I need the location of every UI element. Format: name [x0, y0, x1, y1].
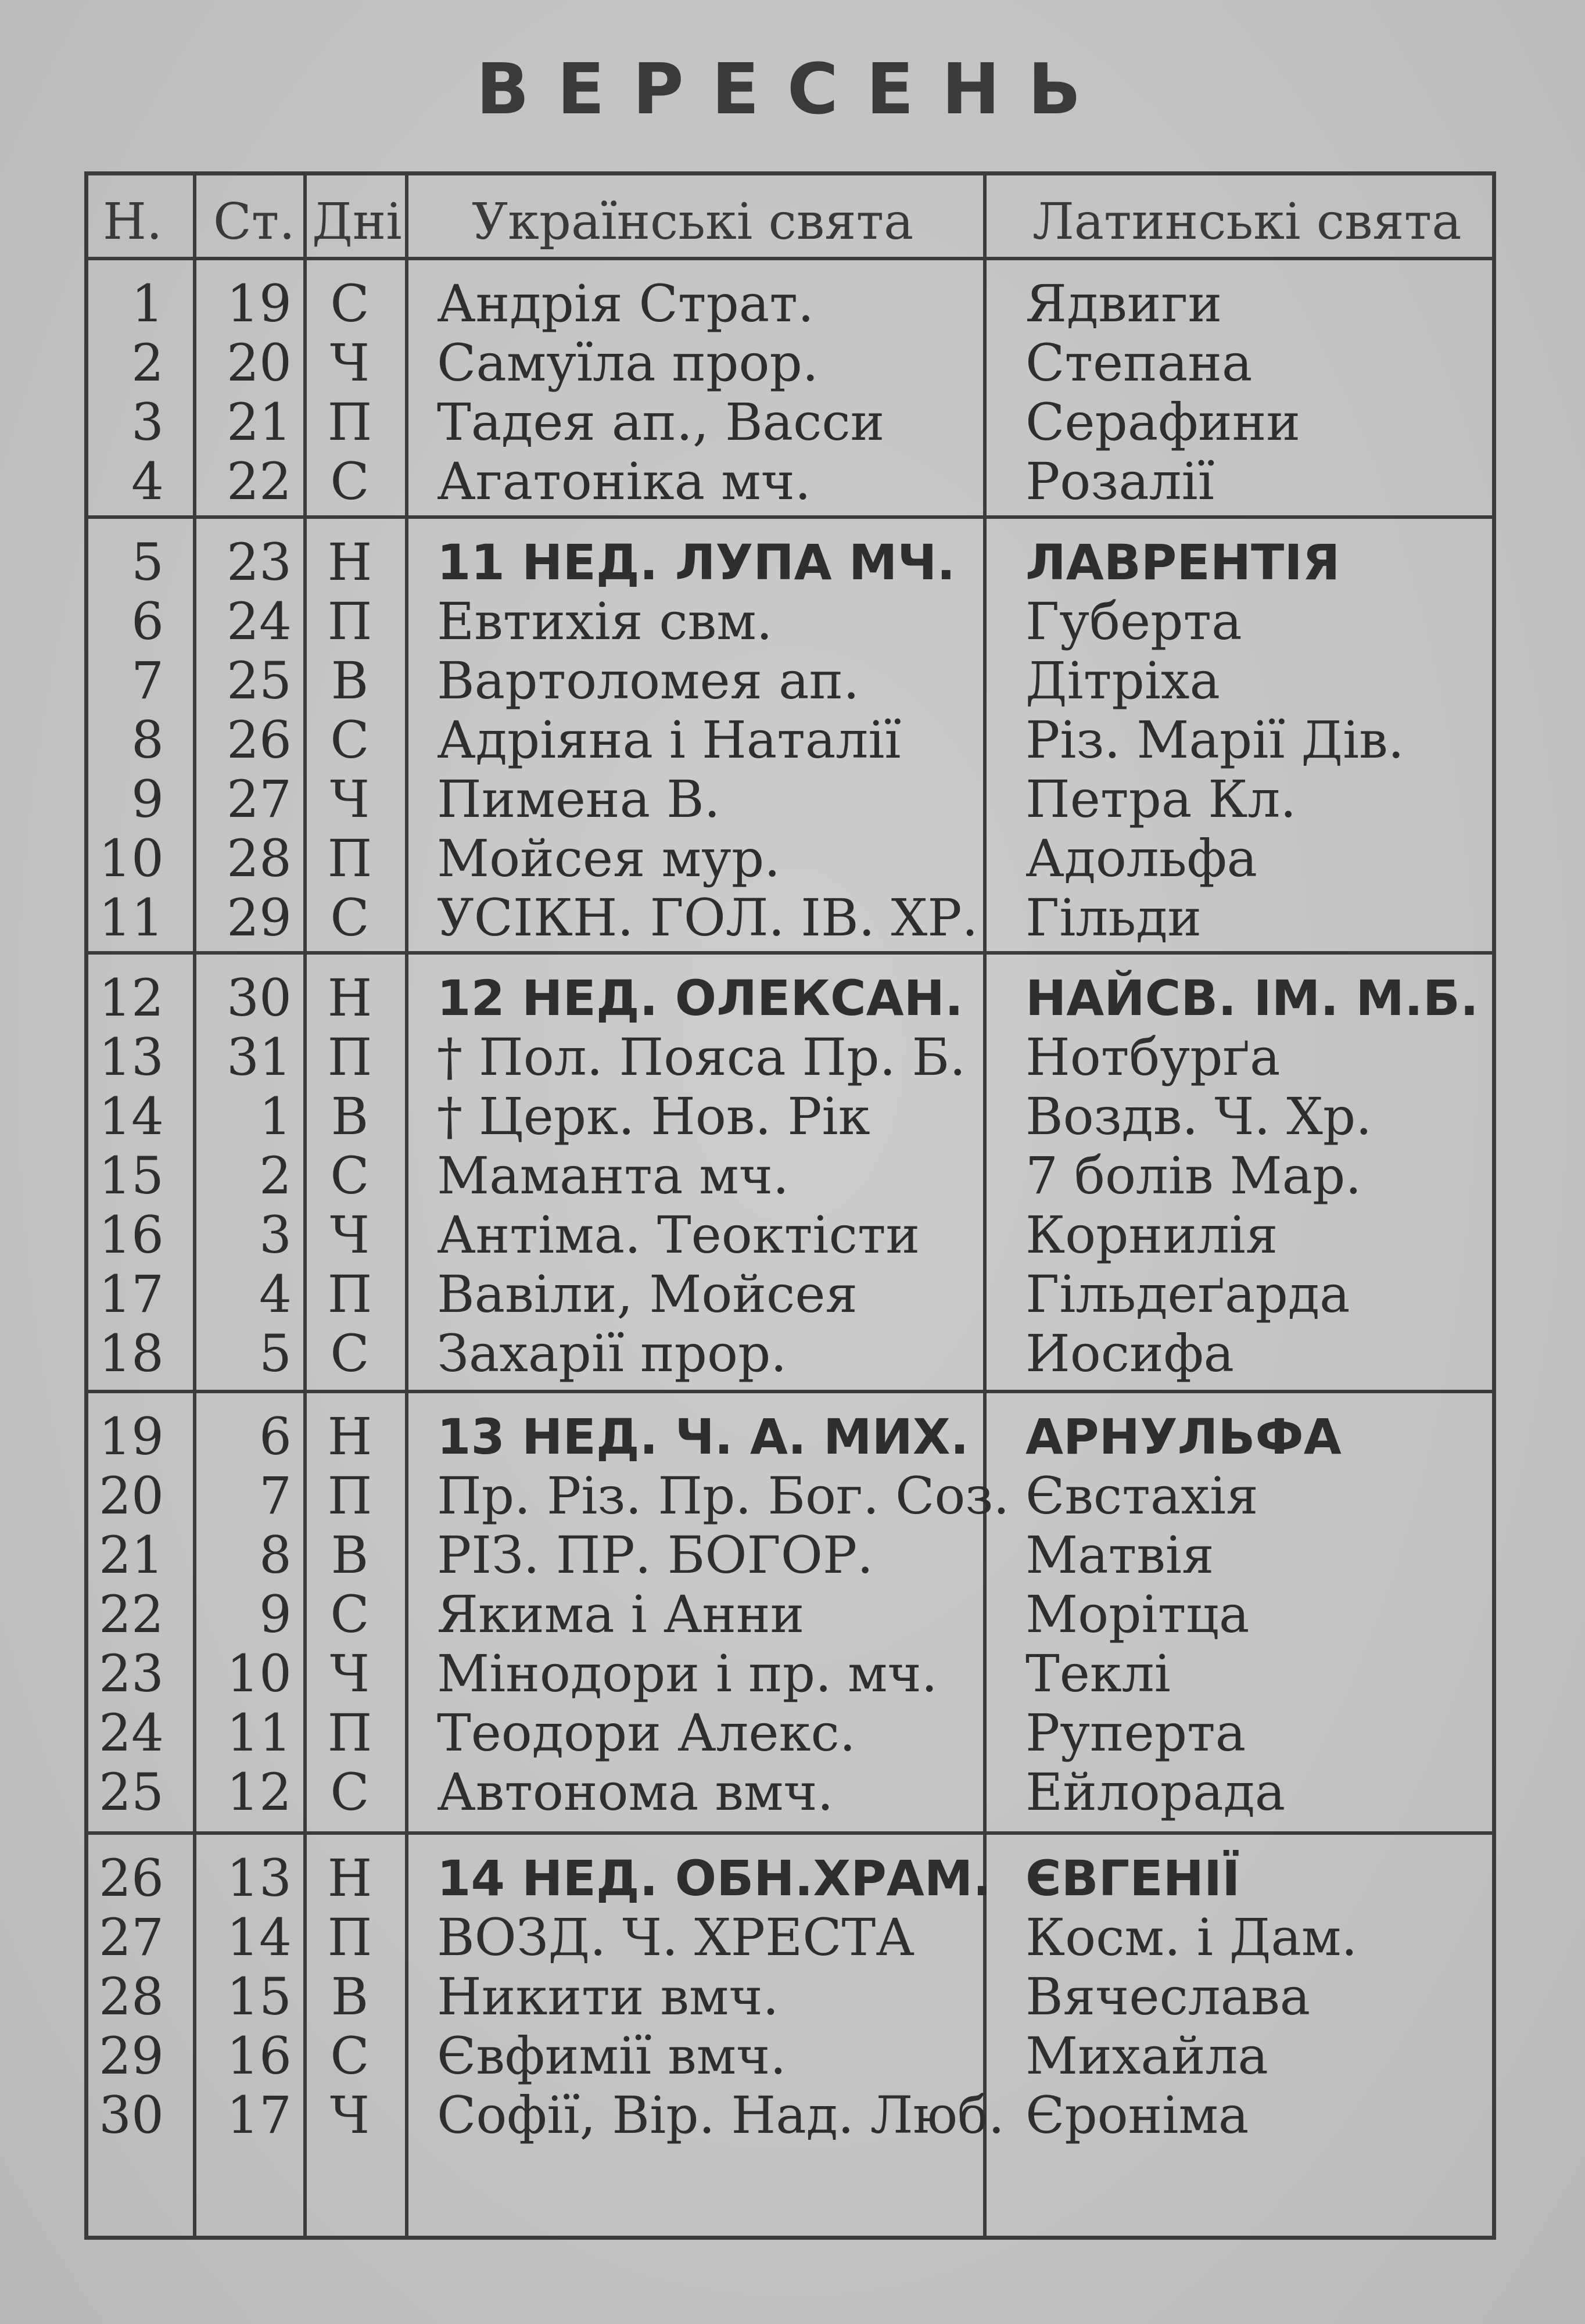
old-style-date: 3 — [259, 1205, 292, 1265]
latin-holiday: Теклі — [1025, 1644, 1171, 1703]
new-style-date: 2 — [131, 333, 164, 393]
ukrainian-holiday: † Церк. Нов. Рік — [437, 1087, 870, 1146]
new-style-date: 9 — [131, 769, 164, 829]
weekday: С — [330, 1762, 370, 1822]
weekday: С — [330, 1584, 370, 1644]
old-style-date: 8 — [259, 1525, 292, 1585]
calendar-table — [84, 171, 1496, 2240]
old-style-date: 13 — [227, 1848, 292, 1908]
new-style-date: 19 — [99, 1407, 164, 1466]
new-style-date: 24 — [99, 1703, 164, 1763]
ukrainian-holiday: Автонома вмч. — [437, 1763, 834, 1822]
weekday: С — [330, 451, 370, 511]
ukrainian-holiday: Софії, Вір. Над. Люб. — [437, 2086, 1005, 2145]
weekday: Н — [327, 532, 372, 592]
latin-holiday: Косм. і Дам. — [1025, 1908, 1358, 1967]
ukrainian-holiday: † Пол. Пояса Пр. Б. — [437, 1028, 966, 1087]
old-style-date: 19 — [227, 274, 292, 333]
header-latin-holidays: Латинські свята — [1032, 193, 1462, 251]
old-style-date: 14 — [227, 1907, 292, 1967]
old-style-date: 9 — [259, 1584, 292, 1644]
day-row — [88, 1763, 1492, 1822]
new-style-date: 18 — [99, 1324, 164, 1383]
week-divider — [88, 515, 1492, 519]
latin-holiday: Адольфа — [1025, 829, 1257, 888]
day-row — [88, 1585, 1492, 1644]
latin-holiday: АРНУЛЬФА — [1025, 1408, 1342, 1465]
day-row — [88, 1265, 1492, 1324]
day-row — [88, 651, 1492, 711]
new-style-date: 17 — [99, 1264, 164, 1324]
day-row — [88, 1967, 1492, 2027]
day-row — [88, 1849, 1492, 1908]
latin-holiday: ЄВГЕНІЇ — [1025, 1850, 1240, 1907]
old-style-date: 26 — [227, 710, 292, 770]
old-style-date: 16 — [227, 2026, 292, 2086]
ukrainian-holiday: Маманта мч. — [437, 1146, 789, 1206]
latin-holiday: Воздв. Ч. Хр. — [1025, 1087, 1372, 1146]
old-style-date: 12 — [227, 1762, 292, 1822]
day-row — [88, 393, 1492, 452]
weekday: С — [330, 274, 370, 333]
day-row — [88, 533, 1492, 592]
old-style-date: 28 — [227, 829, 292, 888]
new-style-date: 16 — [99, 1205, 164, 1265]
weekday: Ч — [329, 333, 370, 393]
old-style-date: 25 — [227, 651, 292, 711]
weekday: В — [331, 651, 369, 711]
ukrainian-holiday: Самуїла прор. — [437, 333, 819, 393]
page-title: ВЕРЕСЕНЬ — [476, 49, 1109, 130]
new-style-date: 3 — [131, 392, 164, 452]
day-row — [88, 1028, 1492, 1087]
new-style-date: 28 — [99, 1967, 164, 2027]
old-style-date: 31 — [227, 1027, 292, 1087]
weekday: С — [330, 710, 370, 770]
ukrainian-holiday: 14 НЕД. ОБН.ХРАМ. — [437, 1850, 992, 1907]
day-row — [88, 1644, 1492, 1703]
weekday: С — [330, 1324, 370, 1383]
weekday: В — [331, 1086, 369, 1146]
old-style-date: 24 — [227, 591, 292, 651]
weekday: П — [327, 392, 372, 452]
old-style-date: 2 — [259, 1146, 292, 1206]
latin-holiday: Єроніма — [1025, 2086, 1249, 2145]
latin-holiday: Ейлорада — [1025, 1763, 1286, 1822]
weekday: П — [327, 829, 372, 888]
old-style-date: 23 — [227, 532, 292, 592]
old-style-date: 6 — [259, 1407, 292, 1466]
ukrainian-holiday: УСІКН. ГОЛ. ІВ. ХР. — [437, 888, 978, 948]
ukrainian-holiday: Теодори Алекс. — [437, 1703, 856, 1763]
day-row — [88, 888, 1492, 948]
old-style-date: 10 — [227, 1644, 292, 1703]
weekday: П — [327, 1703, 372, 1763]
ukrainian-holiday: Адріяна і Наталії — [437, 711, 901, 770]
new-style-date: 15 — [99, 1146, 164, 1206]
new-style-date: 11 — [99, 888, 164, 948]
day-row — [88, 770, 1492, 829]
day-row — [88, 1087, 1492, 1146]
old-style-date: 29 — [227, 888, 292, 948]
new-style-date: 1 — [131, 274, 164, 333]
week-divider — [88, 951, 1492, 955]
day-row — [88, 1324, 1492, 1383]
latin-holiday: Гільдеґарда — [1025, 1265, 1350, 1324]
ukrainian-holiday: Вартоломея ап. — [437, 651, 860, 711]
ukrainian-holiday: 13 НЕД. Ч. А. МИХ. — [437, 1408, 969, 1465]
ukrainian-holiday: Мойсея мур. — [437, 829, 781, 888]
ukrainian-holiday: Мінодори і пр. мч. — [437, 1644, 938, 1703]
ukrainian-holiday: 12 НЕД. ОЛЕКСАН. — [437, 970, 963, 1027]
old-style-date: 11 — [227, 1703, 292, 1763]
latin-holiday: Гільди — [1025, 888, 1202, 948]
latin-holiday: Різ. Марії Дів. — [1025, 711, 1404, 770]
latin-holiday: Руперта — [1025, 1703, 1246, 1763]
old-style-date: 30 — [227, 968, 292, 1028]
new-style-date: 23 — [99, 1644, 164, 1703]
day-row — [88, 969, 1492, 1028]
ukrainian-holiday: Захарії прор. — [437, 1324, 787, 1383]
header-days: Дні — [312, 193, 402, 251]
ukrainian-holiday: Антіма. Теоктісти — [437, 1206, 920, 1265]
week-divider — [88, 1831, 1492, 1835]
ukrainian-holiday: Якима і Анни — [437, 1585, 805, 1644]
header-divider — [88, 257, 1492, 260]
latin-holiday: Серафини — [1025, 393, 1301, 452]
day-row — [88, 2027, 1492, 2086]
week-divider — [88, 1390, 1492, 1393]
latin-holiday: Нотбурґа — [1025, 1028, 1281, 1087]
new-style-date: 7 — [131, 651, 164, 711]
old-style-date: 17 — [227, 2085, 292, 2145]
new-style-date: 4 — [131, 451, 164, 511]
weekday: Ч — [329, 769, 370, 829]
new-style-date: 30 — [99, 2085, 164, 2145]
new-style-date: 20 — [99, 1466, 164, 1526]
ukrainian-holiday: Агатоніка мч. — [437, 452, 811, 511]
weekday: П — [327, 1907, 372, 1967]
weekday: Ч — [329, 1644, 370, 1703]
old-style-date: 4 — [259, 1264, 292, 1324]
latin-holiday: Корнилія — [1025, 1206, 1278, 1265]
day-row — [88, 333, 1492, 393]
weekday: П — [327, 1264, 372, 1324]
ukrainian-holiday: Пр. Різ. Пр. Бог. Соз. — [437, 1466, 1010, 1526]
ukrainian-holiday: Вавіли, Мойсея — [437, 1265, 858, 1324]
ukrainian-holiday: Пимена В. — [437, 770, 720, 829]
day-row — [88, 1703, 1492, 1763]
ukrainian-holiday: ВОЗД. Ч. ХРЕСТА — [437, 1908, 915, 1967]
ukrainian-holiday: 11 НЕД. ЛУПА МЧ. — [437, 534, 956, 591]
latin-holiday: Євстахія — [1025, 1466, 1258, 1526]
weekday: П — [327, 1027, 372, 1087]
day-row — [88, 1908, 1492, 1967]
day-row — [88, 711, 1492, 770]
weekday: Н — [327, 968, 372, 1028]
new-style-date: 21 — [99, 1525, 164, 1585]
latin-holiday: Морітца — [1025, 1585, 1250, 1644]
weekday: П — [327, 1466, 372, 1526]
weekday: Ч — [329, 1205, 370, 1265]
weekday: В — [331, 1967, 369, 2027]
latin-holiday: Петра Кл. — [1025, 770, 1297, 829]
day-row — [88, 1146, 1492, 1206]
new-style-date: 13 — [99, 1027, 164, 1087]
latin-holiday: Розалії — [1025, 452, 1214, 511]
day-row — [88, 829, 1492, 888]
old-style-date: 22 — [227, 451, 292, 511]
day-row — [88, 1466, 1492, 1526]
weekday: С — [330, 888, 370, 948]
weekday: С — [330, 2026, 370, 2086]
latin-holiday: 7 болів Мар. — [1025, 1146, 1362, 1206]
weekday: Ч — [329, 2085, 370, 2145]
new-style-date: 8 — [131, 710, 164, 770]
ukrainian-holiday: Євфимії вмч. — [437, 2027, 787, 2086]
latin-holiday: ЛАВРЕНТІЯ — [1025, 534, 1340, 591]
new-style-date: 29 — [99, 2026, 164, 2086]
weekday: В — [331, 1525, 369, 1585]
header-ukrainian-holidays: Українські свята — [472, 193, 914, 251]
latin-holiday: Дітріха — [1025, 651, 1220, 711]
old-style-date: 7 — [259, 1466, 292, 1526]
ukrainian-holiday: Тадея ап., Васси — [437, 393, 885, 452]
day-row — [88, 274, 1492, 333]
ukrainian-holiday: РІЗ. ПР. БОГОР. — [437, 1526, 874, 1585]
old-style-date: 20 — [227, 333, 292, 393]
latin-holiday: Губерта — [1025, 592, 1242, 651]
latin-holiday: Матвія — [1025, 1526, 1214, 1585]
day-row — [88, 2086, 1492, 2145]
latin-holiday: Ядвиги — [1025, 274, 1222, 333]
header-new-style: Н. — [103, 193, 163, 251]
ukrainian-holiday: Никити вмч. — [437, 1967, 779, 2027]
old-style-date: 21 — [227, 392, 292, 452]
new-style-date: 5 — [131, 532, 164, 592]
old-style-date: 1 — [259, 1086, 292, 1146]
new-style-date: 26 — [99, 1848, 164, 1908]
header-old-style: Ст. — [213, 193, 295, 251]
weekday: Н — [327, 1407, 372, 1466]
old-style-date: 27 — [227, 769, 292, 829]
day-row — [88, 1526, 1492, 1585]
old-style-date: 5 — [259, 1324, 292, 1383]
day-row — [88, 452, 1492, 511]
new-style-date: 14 — [99, 1086, 164, 1146]
ukrainian-holiday: Андрія Страт. — [437, 274, 814, 333]
latin-holiday: Михайла — [1025, 2027, 1268, 2086]
new-style-date: 22 — [99, 1584, 164, 1644]
day-row — [88, 1407, 1492, 1466]
ukrainian-holiday: Евтихія свм. — [437, 592, 773, 651]
latin-holiday: Вячеслава — [1025, 1967, 1311, 2027]
latin-holiday: НАЙСВ. ІМ. М.Б. — [1025, 970, 1479, 1027]
new-style-date: 12 — [99, 968, 164, 1028]
new-style-date: 27 — [99, 1907, 164, 1967]
weekday: С — [330, 1146, 370, 1206]
new-style-date: 10 — [99, 829, 164, 888]
weekday: П — [327, 591, 372, 651]
weekday: Н — [327, 1848, 372, 1908]
new-style-date: 25 — [99, 1762, 164, 1822]
latin-holiday: Степана — [1025, 333, 1253, 393]
day-row — [88, 1206, 1492, 1265]
latin-holiday: Иосифа — [1025, 1324, 1235, 1383]
old-style-date: 15 — [227, 1967, 292, 2027]
day-row — [88, 592, 1492, 651]
new-style-date: 6 — [131, 591, 164, 651]
